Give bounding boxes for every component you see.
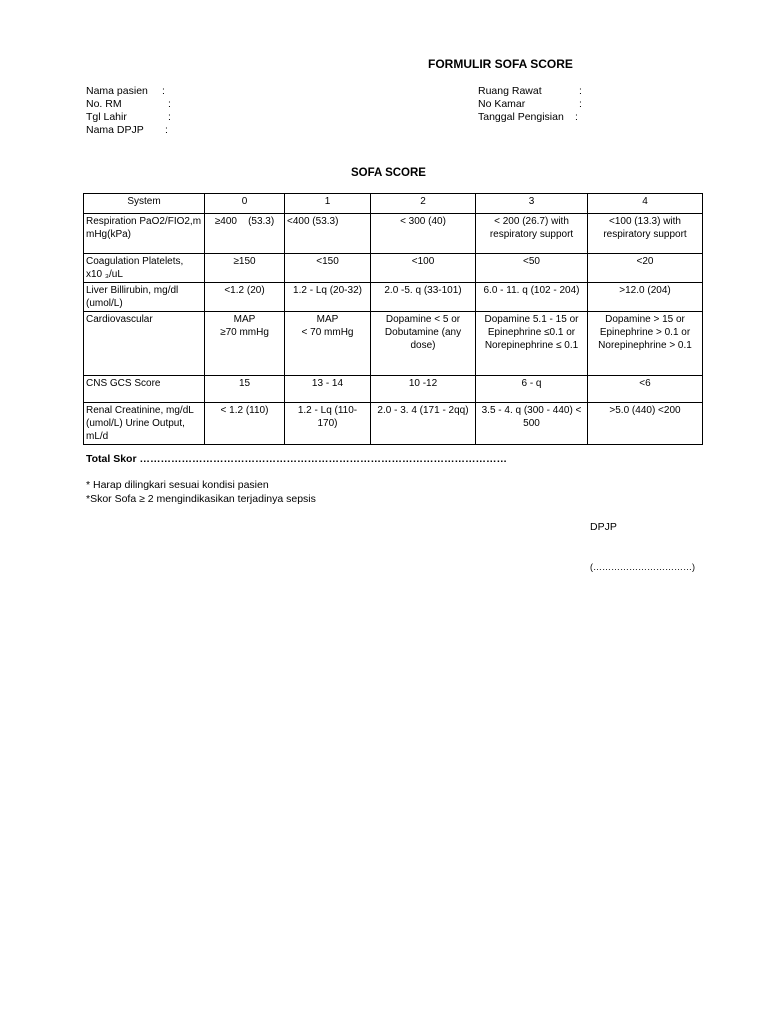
table-row [84,403,703,445]
row-cell-1: 13 - 14 [285,376,371,403]
row-cell-0: 15 [205,376,285,403]
table-header-row [84,194,703,214]
row-cell-2: <100 [371,254,476,283]
table-row [84,376,703,403]
header-score-3: 3 [476,194,588,214]
row-cell-4: >12.0 (204) [588,283,703,312]
row-system: Renal Creatinine, mg/dL (umol/L) Urine Output, mL/d [84,403,205,445]
header-score-0: 0 [205,194,285,214]
row-system: Coagulation Platelets, x10 ₃/uL [84,254,205,283]
note-1: * Harap dilingkari sesuai kondisi pasien [86,479,269,491]
row-cell-2: < 300 (40) [371,214,476,254]
row-system: Respiration PaO2/FIO2,mmHg(kPa) [84,214,205,254]
signature-line: (……………………………) [590,562,695,572]
table-row [84,283,703,312]
row-cell-0: ≥150 [205,254,285,283]
table-row [84,254,703,283]
signature-role: DPJP [590,521,617,533]
row-cell-2: 2.0 - 3. 4 (171 - 2qq) [371,403,476,445]
form-title: FORMULIR SOFA SCORE [428,57,573,71]
row-cell-4: Dopamine > 15 or Epinephrine > 0.1 or Norepinephrine > 0.1 [588,312,703,376]
note-2: *Skor Sofa ≥ 2 mengindikasikan terjadinya sepsis [86,493,316,505]
field-no-kamar-colon: : [579,98,582,110]
row-system: Liver Billirubin, mg/dl (umol/L) [84,283,205,312]
field-nama-dpjp-colon: : [165,124,168,136]
field-ruang-rawat-colon: : [579,85,582,97]
row-cell-1: 1.2 - Lq (110- 170) [285,403,371,445]
field-nama-pasien-colon: : [162,85,165,97]
row-cell-1: 1.2 - Lq (20-32) [285,283,371,312]
row-cell-1: <150 [285,254,371,283]
field-tgl-lahir-label: Tgl Lahir [86,111,127,123]
row-cell-3: 6.0 - 11. q (102 - 204) [476,283,588,312]
row-cell-3: 6 - q [476,376,588,403]
row-cell-0: < 1.2 (110) [205,403,285,445]
total-score: Total Skor …………………………………………………………………………………………… [86,453,507,465]
field-nama-dpjp-label: Nama DPJP [86,124,144,136]
row-cell-4: <6 [588,376,703,403]
row-cell-4: >5.0 (440) <200 [588,403,703,445]
field-tanggal-pengisian-colon: : [575,111,578,123]
row-cell-0: MAP ≥70 mmHg [205,312,285,376]
row-cell-1: <400 (53.3) [285,214,371,254]
table-row [84,312,703,376]
field-no-kamar-label: No Kamar [478,98,526,110]
field-ruang-rawat-label: Ruang Rawat [478,85,542,97]
table-title: SOFA SCORE [351,167,426,179]
row-cell-0: <1.2 (20) [205,283,285,312]
field-no-rm-label: No. RM [86,98,122,110]
row-cell-2: Dopamine < 5 or Dobutamine (any dose) [371,312,476,376]
header-system: System [84,194,205,214]
row-cell-2: 2.0 -5. q (33-101) [371,283,476,312]
sofa-table [83,193,703,445]
field-no-rm-colon: : [168,98,171,110]
header-score-1: 1 [285,194,371,214]
field-nama-pasien-label: Nama pasien [86,85,148,97]
field-tanggal-pengisian-label: Tanggal Pengisian [478,111,564,123]
row-cell-3: < 200 (26.7) with respiratory support [476,214,588,254]
header-score-4: 4 [588,194,703,214]
field-tgl-lahir-colon: : [168,111,171,123]
row-cell-3: <50 [476,254,588,283]
row-cell-3: Dopamine 5.1 - 15 or Epinephrine ≤0.1 or Norepinephrine ≤ 0.1 [476,312,588,376]
row-cell-3: 3.5 - 4. q (300 - 440) < 500 [476,403,588,445]
row-cell-4: <100 (13.3) with respiratory support [588,214,703,254]
table-row [84,214,703,254]
row-cell-0: ≥400 (53.3) [205,214,285,254]
row-system: CNS GCS Score [84,376,205,403]
header-score-2: 2 [371,194,476,214]
row-cell-1: MAP < 70 mmHg [285,312,371,376]
row-cell-2: 10 -12 [371,376,476,403]
row-cell-4: <20 [588,254,703,283]
row-system: Cardiovascular [84,312,205,376]
